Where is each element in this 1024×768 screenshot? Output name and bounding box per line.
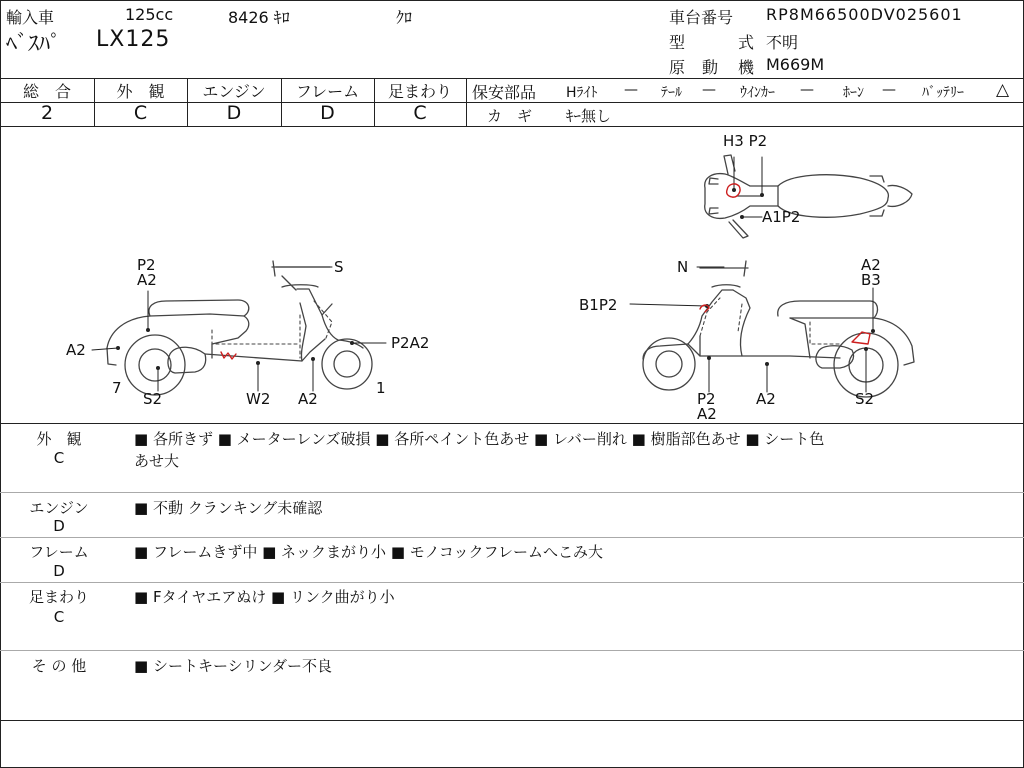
note-category: エンジン (29, 499, 89, 517)
note-category: そ の 他 (31, 657, 87, 675)
label-p2: P2 (137, 256, 156, 274)
divider (466, 102, 1024, 103)
note-category: 外 観 (36, 430, 82, 448)
type-label-a: 型 (669, 33, 686, 52)
safety-item-status: — (882, 82, 896, 98)
divider (0, 582, 1024, 583)
safety-item-status: — (800, 82, 814, 98)
safety-item-name: Hﾗｲﾄ (566, 85, 598, 101)
note-text: あせ大 (134, 452, 180, 470)
label-p2a2: P2A2 (391, 334, 430, 352)
note-text: ■ 各所きず ■ メーターレンズ破損 ■ 各所ペイント色あせ ■ レバー削れ ■ 樹脂部色あせ ■ シート色 (134, 430, 825, 448)
note-grade: D (53, 562, 65, 580)
safety-item-name: ﾊﾞｯﾃﾘｰ (922, 85, 964, 101)
type-label-b: 式 (738, 33, 755, 52)
label-7: 7 (112, 379, 122, 397)
grade-suspension-label: 足まわり (387, 82, 452, 101)
note-category: フレーム (29, 543, 89, 561)
label-a2: A2 (298, 390, 318, 408)
divider (0, 492, 1024, 493)
grade-frame-value: D (320, 102, 335, 124)
note-text: ■ Fタイヤエアぬけ ■ リンク曲がり小 (134, 588, 395, 606)
divider (0, 537, 1024, 538)
label-a2: A2 (756, 390, 776, 408)
label-s: S (334, 258, 344, 276)
safety-item-status: — (624, 82, 638, 98)
grade-frame-label: フレーム (295, 82, 360, 101)
safety-item-name: ﾃｰﾙ (661, 85, 682, 101)
engine-label-a: 原 (669, 58, 686, 77)
grade-exterior-label: 外 観 (116, 82, 165, 101)
key-value: ｷｰ無し (566, 107, 612, 125)
divider (0, 650, 1024, 651)
safety-item-status: △ (996, 80, 1010, 100)
note-text: ■ フレームきず中 ■ ネックまがり小 ■ モノコックフレームへこみ大 (134, 543, 603, 561)
safety-item-name: ﾎｰﾝ (843, 85, 864, 101)
engine-label-c: 機 (738, 58, 755, 77)
safety-item-status: — (702, 82, 716, 98)
safety-item-name: ｳｲﾝｶｰ (740, 85, 775, 101)
grade-engine-label: エンジン (202, 82, 266, 101)
label-a2: A2 (66, 341, 86, 359)
key-label: カ ギ (487, 107, 533, 125)
grade-exterior-value: C (133, 102, 148, 124)
engine-label-b: 動 (702, 58, 719, 77)
note-text: ■ 不動 クランキング未確認 (134, 499, 323, 517)
model: LX125 (96, 27, 171, 52)
label-a2: A2 (697, 405, 717, 423)
displacement: 125cc (125, 5, 174, 24)
label-p2: P2 (697, 390, 716, 408)
label-1: 1 (376, 379, 386, 397)
frame-no-label: 車台番号 (669, 8, 734, 27)
mileage: 8426 ｷﾛ (228, 8, 290, 27)
label-b3: B3 (861, 271, 881, 289)
label-a1p2: A1P2 (762, 208, 801, 226)
note-grade: C (53, 449, 65, 467)
engine-value: M669M (766, 55, 825, 74)
color: ｸﾛ (396, 8, 413, 27)
label-s2: S2 (855, 390, 875, 408)
note-grade: D (53, 517, 65, 535)
note-grade: C (53, 608, 65, 626)
label-n: N (677, 258, 689, 276)
label-a2: A2 (137, 271, 157, 289)
label-w2: W2 (246, 390, 271, 408)
grade-overall-label: 総 合 (22, 82, 71, 101)
note-category: 足まわり (28, 588, 89, 606)
label-a2: A2 (861, 256, 881, 274)
label-s2: S2 (143, 390, 163, 408)
type-value: 不明 (766, 33, 799, 52)
grade-engine-value: D (226, 102, 242, 124)
label-b1p2: B1P2 (579, 296, 618, 314)
import-label: 輸入車 (6, 8, 55, 27)
note-text: ■ シートキーシリンダー不良 (134, 657, 333, 675)
divider (0, 423, 1024, 424)
label-h3p2: H3 P2 (723, 132, 768, 150)
grade-overall-value: 2 (40, 102, 54, 124)
grade-suspension-value: C (413, 102, 427, 124)
divider (466, 78, 467, 126)
safety-label: 保安部品 (472, 83, 537, 102)
maker: ﾍﾞｽﾊﾟ (6, 32, 62, 57)
divider (0, 720, 1024, 721)
frame-no: RP8M66500DV025601 (766, 5, 963, 24)
